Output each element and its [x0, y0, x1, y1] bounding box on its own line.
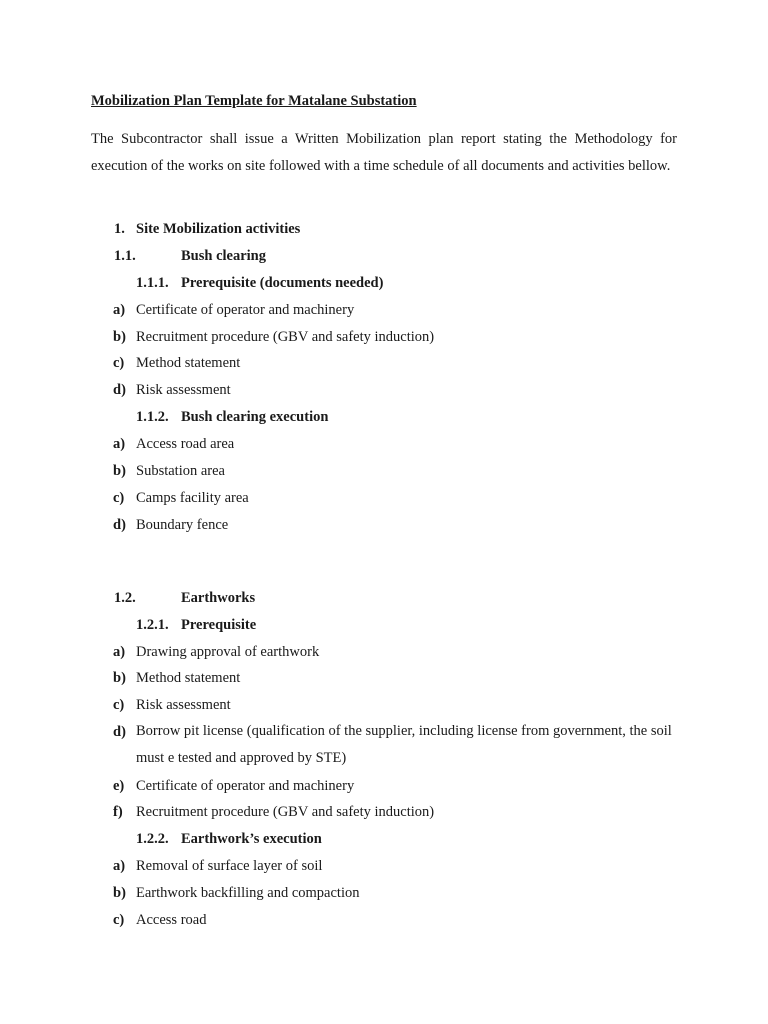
list-item: Recruitment procedure (GBV and safety induction): [136, 804, 435, 820]
list-item: Risk assessment: [136, 697, 231, 713]
section-1-2-number: 1.2.: [114, 590, 136, 606]
list-item: Certificate of operator and machinery: [136, 778, 355, 794]
list-item-letter: a): [113, 436, 126, 452]
section-1-2-2-title: Earthwork’s execution: [181, 831, 322, 847]
list-item: Method statement: [136, 355, 241, 371]
list-item: Certificate of operator and machinery: [136, 302, 355, 318]
section-1-1-2-title: Bush clearing execution: [181, 409, 329, 425]
list-item-letter: c): [113, 490, 125, 506]
list-item: Removal of surface layer of soil: [136, 858, 323, 874]
list-item: Access road area: [136, 436, 235, 452]
list-item: Camps facility area: [136, 490, 249, 506]
list-item: Substation area: [136, 463, 225, 479]
section-1-number: 1.: [114, 221, 125, 237]
list-item-letter: d): [113, 724, 126, 740]
list-item-letter: d): [113, 517, 126, 533]
list-item: Drawing approval of earthwork: [136, 644, 320, 660]
section-1-2-2-number: 1.2.2.: [136, 831, 169, 847]
section-1-2-1-number: 1.2.1.: [136, 617, 169, 633]
list-item-letter: d): [113, 382, 126, 398]
intro-paragraph: The Subcontractor shall issue a Written Mobilization plan report stating the Methodology for execution of the works on site followed with a time schedule of all documents and activities bellow.: [91, 131, 677, 174]
section-1-2-1-title: Prerequisite: [181, 617, 257, 633]
section-1-1-number: 1.1.: [114, 248, 136, 264]
list-item: Earthwork backfilling and compaction: [136, 885, 360, 901]
document-title: Mobilization Plan Template for Matalane Substation: [91, 93, 417, 109]
list-item: Borrow pit license (qualification of the supplier, including license from government, the soil must e tested and approved by STE): [136, 723, 672, 766]
list-item: Boundary fence: [136, 517, 229, 533]
list-item-letter: b): [113, 670, 126, 686]
section-1-1-title: Bush clearing: [181, 248, 266, 264]
list-item-letter: c): [113, 697, 125, 713]
list-item: Method statement: [136, 670, 241, 686]
list-item-letter: c): [113, 355, 125, 371]
list-item: Recruitment procedure (GBV and safety induction): [136, 329, 435, 345]
list-item-letter: f): [113, 804, 123, 820]
list-item-letter: b): [113, 885, 126, 901]
list-item-letter: a): [113, 302, 126, 318]
list-item-letter: a): [113, 644, 126, 660]
section-1-title: Site Mobilization activities: [136, 221, 301, 237]
section-1-1-2-number: 1.1.2.: [136, 409, 169, 425]
list-item-letter: b): [113, 329, 126, 345]
section-1-2-title: Earthworks: [181, 590, 256, 606]
list-item-letter: c): [113, 912, 125, 928]
section-1-1-1-number: 1.1.1.: [136, 275, 169, 291]
list-item-letter: a): [113, 858, 126, 874]
list-item: Risk assessment: [136, 382, 231, 398]
list-item-letter: e): [113, 778, 125, 794]
list-item: Access road: [136, 912, 207, 928]
list-item-letter: b): [113, 463, 126, 479]
section-1-1-1-title: Prerequisite (documents needed): [181, 275, 384, 291]
